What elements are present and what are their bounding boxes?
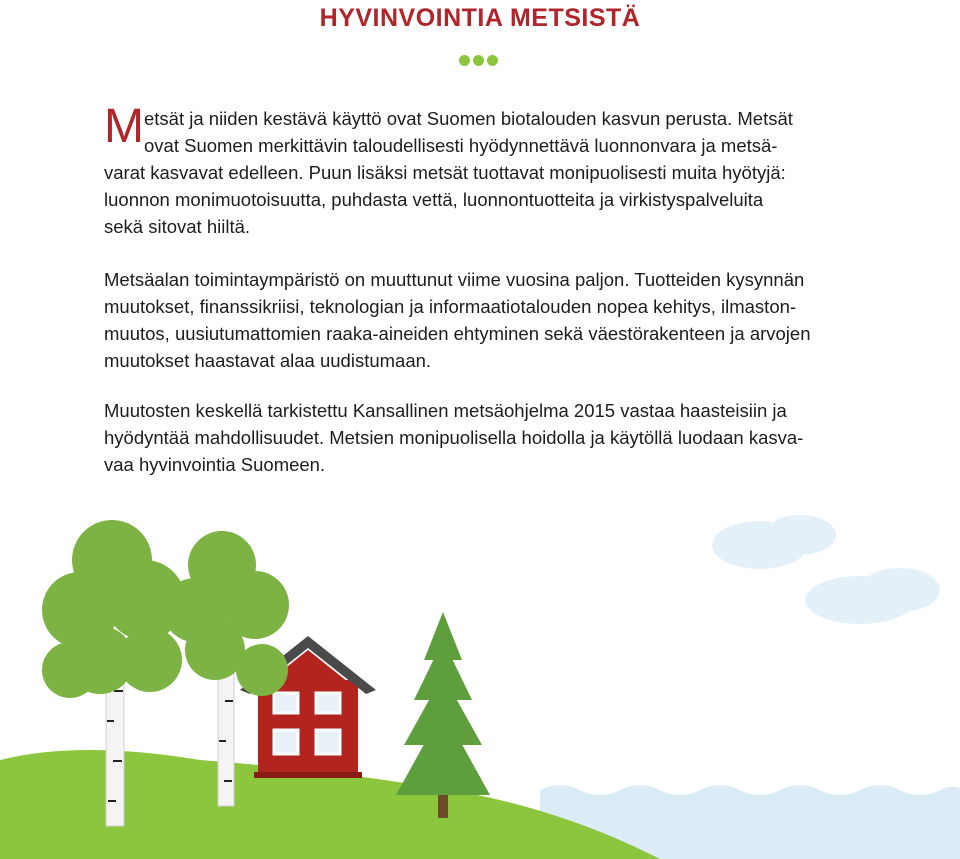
cloud-icon [712,515,940,624]
dot-icon [487,55,498,66]
dot-icon [473,55,484,66]
operating-environment-paragraph: Metsäalan toimintaympäristö on muuttunut viime vuosina paljon. Tuotteiden kysynnän muutokset, finanssikriisi, teknologian ja informaatiotalouden nopea kehitys, ilmaston- muutos, uusiutumattomien raaka-aineiden ehtyminen sekä väestörakenteen ja arvojen muutokset haastavat alaa uudistumaan. [104,269,811,371]
dot-icon [459,55,470,66]
drop-cap: M [104,100,144,153]
forest-programme-paragraph: Muutosten keskellä tarkistettu Kansallinen metsäohjelma 2015 vastaa haasteisiin ja hyödyntää mahdollisuudet. Metsien monipuolisella hoidolla ja käytöllä luodaan kasva- vaa hyvinvointia Suomeen. [104,400,804,475]
decorative-dots [459,55,498,66]
page-title: HYVINVOINTIA METSISTÄ [319,4,641,32]
paragraph1-line: varat kasvavat edelleen. Puun lisäksi metsät tuottavat monipuolisesti muita hyötyjä: [104,162,786,183]
spruce-tree-icon [396,612,490,818]
paragraph1-line: ovat Suomen merkittävin taloudellisesti hyödynnettävä luonnonvara ja metsä- [144,135,778,156]
intro-paragraph [104,100,856,240]
landscape-illustration [0,500,960,859]
paragraph1-line: etsät ja niiden kestävä käyttö ovat Suomen biotalouden kasvun perusta. Metsät [144,108,793,129]
paragraph1-line: luonnon monimuotoisuutta, puhdasta vettä, luonnontuotteita ja virkistyspalveluita [104,189,764,210]
paragraph1-line: sekä sitovat hiiltä. [104,216,251,237]
